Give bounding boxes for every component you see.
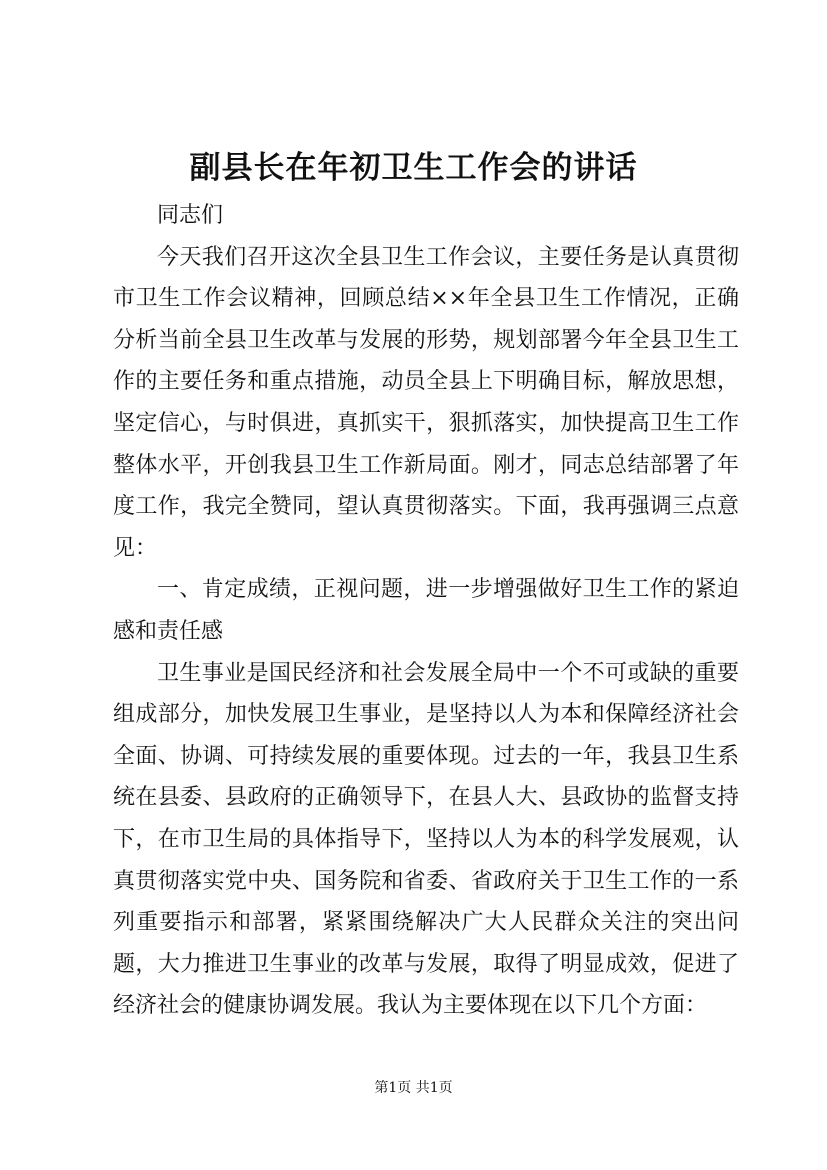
paragraph-achievements: 卫生事业是国民经济和社会发展全局中一个不可或缺的重要组成部分，加快发展卫生事业，是坚持以人为本和保障经济社会全面、协调、可持续发展的重要体现。过去的一年，我县卫生系统在县委、县政府的正确领导下，在县人大、县政协的监督支持下，在市卫生局的具体指导下，坚持以人为本的科学发展观，认真贯彻落实党中央、国务院和省委、省政府关于卫生工作的一系列重要指示和部署，紧紧围绕解决广大人民群众关注的突出问题，大力推进卫生事业的改革与发展，取得了明显成效，促进了经济社会的健康协调发展。我认为主要体现在以下几个方面： (113, 660, 739, 1019)
document-title: 副县长在年初卫生工作会的讲话 (189, 150, 638, 186)
page-footer: 第1页 共1页 (374, 1080, 453, 1096)
document-body (113, 195, 739, 1027)
salutation: 同志们 (157, 203, 224, 228)
section-heading-1: 一、肯定成绩，正视问题，进一步增强做好卫生工作的紧迫感和责任感 (113, 577, 739, 644)
paragraph-intro: 今天我们召开这次全县卫生工作会议，主要任务是认真贯彻市卫生工作会议精神，回顾总结××年全县卫生工作情况，正确分析当前全县卫生改革与发展的形势，规划部署今年全县卫生工作的主要任务和重点措施，动员全县上下明确目标，解放思想，坚定信心，与时俱进，真抓实干，狠抓落实，加快提高卫生工作整体水平，开创我县卫生工作新局面。刚才，同志总结部署了年度工作，我完全赞同，望认真贯彻落实。下面，我再强调三点意见： (113, 244, 739, 561)
